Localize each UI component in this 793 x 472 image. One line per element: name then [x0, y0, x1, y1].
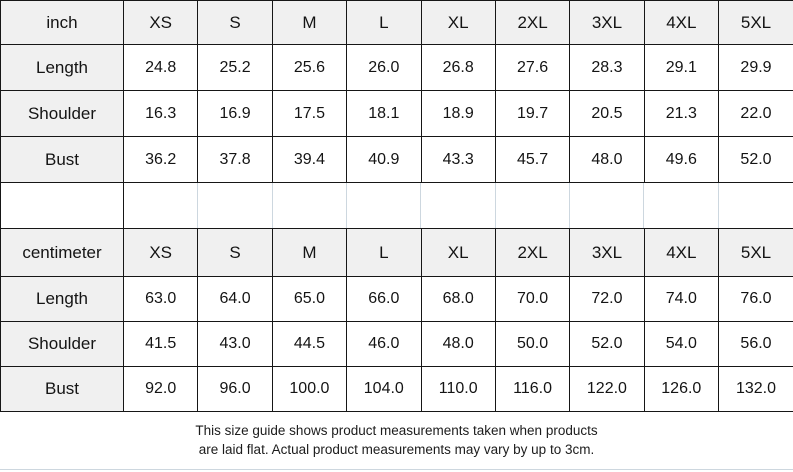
cell: 22.0 — [719, 91, 793, 137]
cell: 122.0 — [570, 367, 644, 412]
bottom-gridline — [0, 469, 793, 470]
cell: 25.6 — [272, 45, 346, 91]
cell: 92.0 — [124, 367, 198, 412]
header-row — [1, 229, 793, 277]
size-col-header: 2XL — [495, 229, 569, 277]
table-row — [1, 277, 793, 322]
size-col-header: 5XL — [719, 1, 793, 45]
spacer-row — [0, 183, 793, 228]
row-label: Length — [1, 45, 124, 91]
cell: 50.0 — [495, 322, 569, 367]
size-col-header: XS — [124, 229, 198, 277]
cell: 49.6 — [644, 137, 718, 183]
spacer-cell — [570, 183, 644, 228]
size-guide-note — [0, 412, 793, 472]
cell: 52.0 — [719, 137, 793, 183]
cell: 43.0 — [198, 322, 272, 367]
cell: 66.0 — [347, 277, 421, 322]
cell: 76.0 — [719, 277, 793, 322]
size-col-header: L — [347, 229, 421, 277]
cell: 20.5 — [570, 91, 644, 137]
spacer-cell — [496, 183, 570, 228]
spacer-cell — [347, 183, 421, 228]
cell: 28.3 — [570, 45, 644, 91]
size-col-header: 5XL — [719, 229, 793, 277]
cell: 21.3 — [644, 91, 718, 137]
cell: 26.0 — [347, 45, 421, 91]
cell: 37.8 — [198, 137, 272, 183]
cell: 48.0 — [421, 322, 495, 367]
size-col-header: S — [198, 229, 272, 277]
spacer-cell — [719, 183, 793, 228]
row-label: Bust — [1, 367, 124, 412]
spacer-cell — [124, 183, 198, 228]
note-line-1: This size guide shows product measurements taken when products — [195, 423, 598, 438]
size-col-header: 3XL — [570, 229, 644, 277]
size-col-header: 4XL — [644, 229, 718, 277]
cell: 48.0 — [570, 137, 644, 183]
size-col-header: M — [272, 229, 346, 277]
cell: 74.0 — [644, 277, 718, 322]
cell: 18.1 — [347, 91, 421, 137]
cell: 29.1 — [644, 45, 718, 91]
note-line-2: are laid flat. Actual product measurements may vary by up to 3cm. — [198, 442, 595, 457]
cell: 65.0 — [272, 277, 346, 322]
row-label: Length — [1, 277, 124, 322]
row-label: Shoulder — [1, 322, 124, 367]
cell: 104.0 — [347, 367, 421, 412]
cell: 41.5 — [124, 322, 198, 367]
table-row — [1, 322, 793, 367]
size-col-header: M — [272, 1, 346, 45]
table-row — [1, 45, 793, 91]
cell: 63.0 — [124, 277, 198, 322]
spacer-cell — [1, 183, 124, 228]
cell: 116.0 — [495, 367, 569, 412]
cell: 56.0 — [719, 322, 793, 367]
header-row — [1, 1, 793, 45]
cell: 64.0 — [198, 277, 272, 322]
cell: 46.0 — [347, 322, 421, 367]
cell: 16.3 — [124, 91, 198, 137]
cell: 24.8 — [124, 45, 198, 91]
cell: 45.7 — [495, 137, 569, 183]
cell: 27.6 — [495, 45, 569, 91]
cell: 126.0 — [644, 367, 718, 412]
cell: 52.0 — [570, 322, 644, 367]
unit-header: inch — [1, 1, 124, 45]
size-col-header: 4XL — [644, 1, 718, 45]
table-row — [1, 137, 793, 183]
spacer-cell — [421, 183, 495, 228]
size-col-header: XS — [124, 1, 198, 45]
cell: 96.0 — [198, 367, 272, 412]
cell: 40.9 — [347, 137, 421, 183]
cell: 68.0 — [421, 277, 495, 322]
size-col-header: XL — [421, 1, 495, 45]
cell: 110.0 — [421, 367, 495, 412]
cell: 26.8 — [421, 45, 495, 91]
size-table-centimeter — [0, 228, 793, 412]
size-col-header: 2XL — [495, 1, 569, 45]
spacer-cell — [273, 183, 347, 228]
size-col-header: L — [347, 1, 421, 45]
cell: 36.2 — [124, 137, 198, 183]
table-row — [1, 91, 793, 137]
row-label: Bust — [1, 137, 124, 183]
cell: 72.0 — [570, 277, 644, 322]
cell: 19.7 — [495, 91, 569, 137]
cell: 132.0 — [719, 367, 793, 412]
size-col-header: XL — [421, 229, 495, 277]
cell: 17.5 — [272, 91, 346, 137]
cell: 70.0 — [495, 277, 569, 322]
spacer-cell — [198, 183, 272, 228]
cell: 29.9 — [719, 45, 793, 91]
cell: 100.0 — [272, 367, 346, 412]
cell: 25.2 — [198, 45, 272, 91]
cell: 18.9 — [421, 91, 495, 137]
size-col-header: 3XL — [570, 1, 644, 45]
cell: 54.0 — [644, 322, 718, 367]
cell: 44.5 — [272, 322, 346, 367]
table-row — [1, 367, 793, 412]
cell: 43.3 — [421, 137, 495, 183]
unit-header: centimeter — [1, 229, 124, 277]
cell: 16.9 — [198, 91, 272, 137]
size-col-header: S — [198, 1, 272, 45]
spacer-cell — [644, 183, 718, 228]
cell: 39.4 — [272, 137, 346, 183]
size-table-inch — [0, 0, 793, 183]
row-label: Shoulder — [1, 91, 124, 137]
